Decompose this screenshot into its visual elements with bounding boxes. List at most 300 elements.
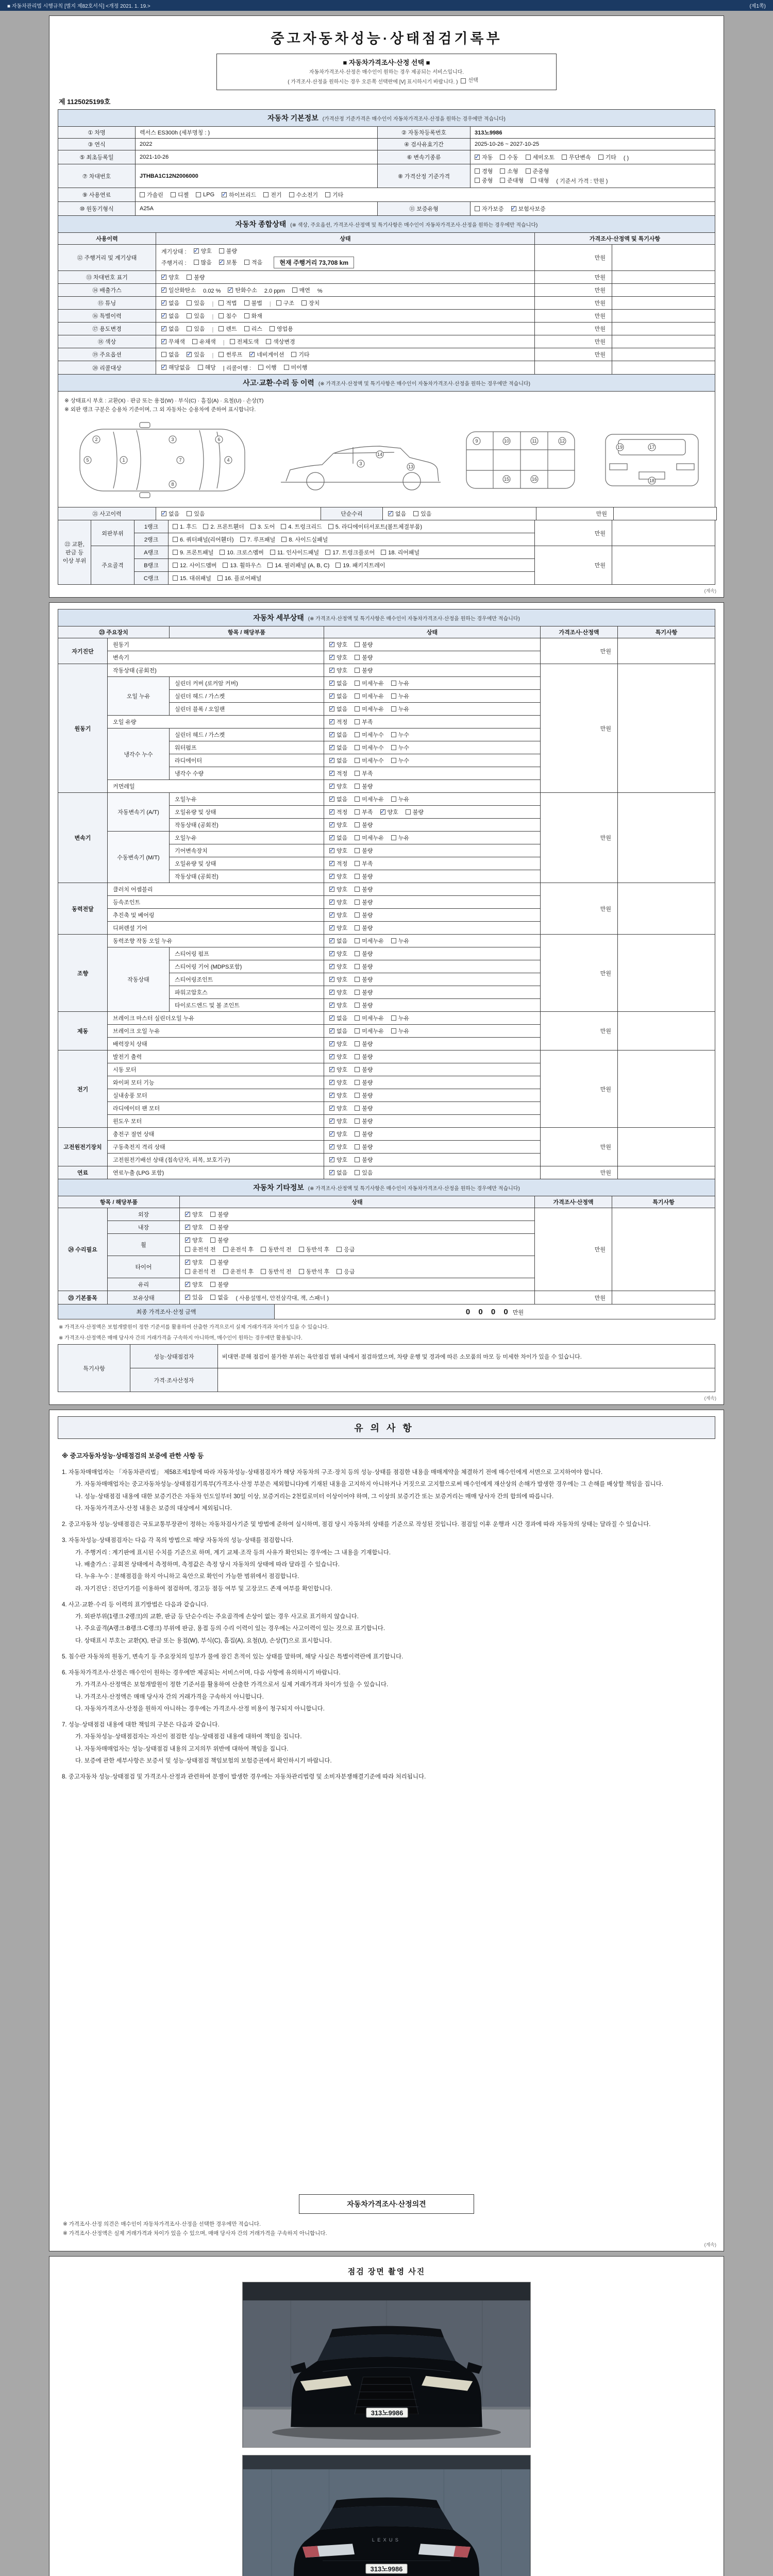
checkbox-세미오토[interactable]: [526, 153, 555, 161]
checkbox-썬루프[interactable]: [219, 350, 242, 359]
checkbox-불량[interactable]: [355, 988, 373, 996]
checkbox-18. 리어패널[interactable]: [381, 548, 419, 556]
checkbox-양호[interactable]: [329, 666, 347, 674]
rank-label: 1랭크: [135, 520, 169, 533]
checkbox-mark: [391, 1015, 396, 1021]
checkbox-불량[interactable]: [355, 950, 373, 958]
checkbox-양호[interactable]: [329, 640, 347, 649]
checkbox-불량[interactable]: [355, 1156, 373, 1164]
checkbox-디젤[interactable]: [171, 191, 189, 199]
checkbox-양호[interactable]: [329, 962, 347, 971]
checkbox-장치[interactable]: [301, 299, 320, 307]
checkbox-리스[interactable]: [244, 325, 262, 333]
checkbox-미세누유[interactable]: [355, 834, 384, 842]
detail-row: [58, 1012, 715, 1025]
col-use-history: 사용이력: [58, 233, 156, 245]
checkbox-누수[interactable]: [391, 756, 409, 765]
checkbox-양호[interactable]: [329, 1078, 347, 1087]
state-cell: [324, 947, 541, 960]
checkbox-양호[interactable]: [161, 273, 179, 281]
checkbox-불량[interactable]: [355, 1065, 373, 1074]
inspection-photo-front: [242, 2282, 531, 2448]
checkbox-없음[interactable]: [329, 834, 347, 842]
checkbox-label: 18. 리어패널: [388, 550, 420, 556]
checkbox-무단변속[interactable]: [562, 153, 591, 161]
checkbox-양호[interactable]: [329, 846, 347, 855]
checkbox-수동[interactable]: [500, 153, 518, 161]
checkbox-label: 불량: [362, 822, 373, 828]
checkbox-적정[interactable]: [329, 808, 347, 816]
checkbox-mark: [329, 732, 334, 737]
checkbox-양호[interactable]: [194, 247, 212, 255]
checkbox-label: 없음: [169, 313, 180, 319]
special-note-cell: [614, 507, 717, 520]
detail-row: [58, 1050, 715, 1063]
checkbox-불량[interactable]: [355, 666, 373, 674]
checkbox-양호[interactable]: [185, 1258, 203, 1266]
checkbox-불량[interactable]: [187, 273, 205, 281]
state-cell: [324, 767, 541, 780]
checkbox-미이행[interactable]: [284, 363, 308, 371]
checkbox-4. 트렁크리드[interactable]: [281, 522, 322, 531]
checkbox-부족[interactable]: [355, 859, 373, 868]
diagram-number-text: 18: [649, 478, 655, 483]
checkbox-7. 루프패널[interactable]: [240, 535, 276, 544]
checkbox-불량[interactable]: [210, 1258, 228, 1266]
checkbox-불량[interactable]: [355, 1143, 373, 1151]
checkbox-경형[interactable]: [475, 167, 493, 175]
state-text: |: [269, 301, 271, 307]
checkbox-label: 14. 필러패널 (A, B, C): [275, 563, 330, 569]
checkbox-없음[interactable]: [329, 795, 347, 803]
checkbox-불량[interactable]: [355, 962, 373, 971]
diagram-part-numbers: [84, 436, 656, 488]
checkbox-누유[interactable]: [391, 834, 409, 842]
checkbox-양호[interactable]: [185, 1236, 203, 1244]
checkbox-준대형[interactable]: [500, 176, 524, 184]
checkbox-불량[interactable]: [219, 247, 237, 255]
checkbox-mark: [355, 925, 360, 930]
checkbox-유채색[interactable]: [192, 337, 216, 346]
checkbox-없음[interactable]: [388, 510, 406, 518]
checkbox-없음[interactable]: [161, 325, 179, 333]
checkbox-불량[interactable]: [355, 821, 373, 829]
state-text: %: [317, 288, 323, 294]
checkbox-운전석 전[interactable]: [185, 1245, 216, 1253]
checkbox-적정[interactable]: [329, 859, 347, 868]
checkbox-mark: [270, 550, 275, 555]
checkbox-자동[interactable]: [475, 153, 493, 161]
checkbox-미세누유[interactable]: [355, 1014, 384, 1022]
checkbox-label: 없음: [337, 1170, 348, 1176]
checkbox-많음[interactable]: [194, 258, 212, 266]
overall-title: 자동차 종합상태: [235, 220, 287, 228]
checkbox-화재[interactable]: [244, 312, 262, 320]
checkbox-mark: [219, 313, 224, 318]
checkbox-영업용[interactable]: [270, 325, 293, 333]
checkbox-부족[interactable]: [355, 769, 373, 777]
checkbox-양호[interactable]: [329, 1091, 347, 1099]
use-history-label: ⑮ 튜닝: [58, 297, 156, 310]
state-cell: [324, 780, 541, 793]
checkbox-양호[interactable]: [329, 975, 347, 984]
checkbox-없음[interactable]: [161, 350, 179, 359]
checkbox-미세누수[interactable]: [355, 756, 384, 765]
basic-info-note: (가격산정 기준가격은 매수인이 자동차가격조사·산정을 원하는 경우에만 적습니다): [322, 116, 506, 122]
checkbox-11. 인사이드패널[interactable]: [270, 548, 319, 556]
checkbox-mark: [325, 192, 330, 197]
checkbox-구조[interactable]: [276, 299, 294, 307]
checkbox-양호[interactable]: [329, 782, 347, 790]
checkbox-양호[interactable]: [329, 821, 347, 829]
checkbox-없음[interactable]: [329, 679, 347, 687]
special-note-cell: [612, 520, 715, 546]
checkbox-운전석 전[interactable]: [185, 1267, 216, 1276]
checkbox-양호[interactable]: [329, 1040, 347, 1048]
state-cell: [156, 297, 535, 310]
state-line: [329, 846, 535, 855]
checkbox-16. 플로어패널[interactable]: [217, 574, 261, 582]
checkbox-불법[interactable]: [244, 299, 262, 307]
checkbox-가솔린[interactable]: [140, 191, 163, 199]
checkbox-양호[interactable]: [380, 808, 398, 816]
checkbox-5. 라디에이터서포트(볼트체결부품)[interactable]: [328, 522, 422, 531]
checkbox-미세누유[interactable]: [355, 692, 384, 700]
checkbox-양호[interactable]: [329, 911, 347, 919]
checkbox-label: 응급: [344, 1247, 355, 1253]
checkbox-양호[interactable]: [329, 1143, 347, 1151]
checkbox-label: 누유: [398, 938, 410, 944]
checkbox-불량[interactable]: [355, 1104, 373, 1112]
checkbox-17. 트렁크플로어[interactable]: [325, 548, 375, 556]
checkbox-양호[interactable]: [329, 872, 347, 880]
checkbox-label: 양호: [337, 848, 348, 854]
checkbox-mark: [329, 900, 334, 905]
state-text: ( ): [623, 155, 629, 161]
checkbox-양호[interactable]: [329, 988, 347, 996]
checkbox-양호[interactable]: [185, 1223, 203, 1231]
checkbox-mark: [337, 1247, 342, 1252]
checkbox-불량[interactable]: [355, 846, 373, 855]
checkbox-미세누유[interactable]: [355, 795, 384, 803]
checkbox-적음[interactable]: [244, 258, 262, 266]
checkbox-10. 크로스멤버[interactable]: [220, 548, 263, 556]
detail-row: [58, 935, 715, 947]
checkbox-없음[interactable]: [161, 510, 179, 518]
col-state: 상태: [180, 1196, 535, 1208]
checkbox-불량[interactable]: [355, 1053, 373, 1061]
sheet-photos: [49, 2256, 724, 2576]
checkbox-수소전기[interactable]: [289, 191, 318, 199]
checkbox-누유[interactable]: [391, 705, 409, 713]
checkbox-응급[interactable]: [337, 1245, 355, 1253]
checkbox-12. 사이드멤버[interactable]: [173, 561, 216, 569]
checkbox-적정[interactable]: [329, 718, 347, 726]
state-cell: [324, 664, 541, 677]
rear-photo-graphic: [243, 2455, 530, 2576]
checkbox-불량[interactable]: [355, 975, 373, 984]
checkbox-네비게이션[interactable]: [249, 350, 284, 359]
checkbox-불량[interactable]: [355, 1091, 373, 1099]
checkbox-전체도색[interactable]: [230, 337, 259, 346]
checkbox-mark: [185, 1247, 190, 1252]
checkbox-누유[interactable]: [391, 1027, 409, 1035]
checkbox-응급[interactable]: [337, 1267, 355, 1276]
checkbox-동반석 후[interactable]: [299, 1245, 330, 1253]
device-sub-label: 수동변속기 (M/T): [108, 832, 170, 883]
checkbox-mark: [475, 168, 480, 174]
checkbox-없음[interactable]: [329, 756, 347, 765]
checkbox-양호[interactable]: [185, 1280, 203, 1289]
checkbox-해당없음[interactable]: [161, 363, 191, 371]
checkbox-label: 탄화수소: [235, 287, 257, 294]
checkbox-6. 쿼터패널(리어휀더)[interactable]: [173, 535, 234, 544]
continue-note: (계속): [704, 2242, 716, 2247]
checkbox-없음[interactable]: [161, 299, 179, 307]
checkbox-운전석 후[interactable]: [223, 1245, 254, 1253]
checkbox-매연[interactable]: [292, 286, 310, 294]
checkbox-mark: [391, 758, 396, 763]
checkbox-8. 사이드실패널[interactable]: [281, 535, 328, 544]
checkbox-동반석 전[interactable]: [261, 1267, 292, 1276]
checkbox-양호[interactable]: [329, 1117, 347, 1125]
checkbox-없음[interactable]: [329, 1168, 347, 1177]
col-price-note: 가격조사·산정액 및 특기사항: [534, 233, 715, 245]
checkbox-누유[interactable]: [391, 679, 409, 687]
checkbox-불량[interactable]: [355, 1130, 373, 1138]
checkbox-양호[interactable]: [329, 950, 347, 958]
checkbox-label: 불량: [217, 1212, 229, 1218]
state-cell: [324, 1128, 541, 1141]
checkbox-미세누유[interactable]: [355, 1027, 384, 1035]
checkbox-대형[interactable]: [531, 176, 549, 184]
checkbox-없음[interactable]: [329, 937, 347, 945]
checkbox-없음[interactable]: [329, 1014, 347, 1022]
checkbox-부족[interactable]: [355, 718, 373, 726]
checkbox-3. 도어[interactable]: [250, 522, 275, 531]
checkbox-있음[interactable]: [187, 350, 205, 359]
basic-row-5: [58, 188, 715, 202]
checkbox-없음[interactable]: [329, 731, 347, 739]
misc-group-label: ㉕ 기본품목: [58, 1291, 108, 1304]
inspection-value: 2025-10-26 ~ 2027-10-25: [470, 139, 715, 150]
checkbox-mark: [161, 313, 166, 318]
checkbox-label: 없음: [337, 681, 348, 687]
checkbox-없음[interactable]: [329, 1027, 347, 1035]
special-note-cell: [618, 1050, 715, 1128]
checkbox-운전석 후[interactable]: [223, 1267, 254, 1276]
checkbox-mark: [526, 155, 531, 160]
checkbox-14. 필러패널 (A, B, C)[interactable]: [267, 561, 329, 569]
checkbox-있음[interactable]: [355, 1168, 373, 1177]
checkbox-불량[interactable]: [355, 911, 373, 919]
checkbox-누수[interactable]: [391, 743, 409, 752]
checkbox-mark: [562, 155, 567, 160]
checkbox-mark: [258, 365, 263, 370]
checkbox-양호[interactable]: [185, 1210, 203, 1218]
checkbox-부족[interactable]: [355, 808, 373, 816]
checkbox-양호[interactable]: [329, 898, 347, 906]
checkbox-2. 프론트휀더[interactable]: [203, 522, 244, 531]
checkbox-mark: [329, 758, 334, 763]
checkbox-렌트[interactable]: [219, 325, 237, 333]
checkbox-해당[interactable]: [198, 363, 216, 371]
checkbox-불량[interactable]: [355, 872, 373, 880]
checkbox-양호[interactable]: [329, 1156, 347, 1164]
checkbox-기타[interactable]: [291, 350, 309, 359]
checkbox-mark: [355, 951, 360, 956]
special-note-cell: [618, 935, 715, 1012]
checkbox-불량[interactable]: [210, 1280, 228, 1289]
checkbox-적정[interactable]: [329, 769, 347, 777]
checkbox-label: 준중형: [532, 168, 549, 175]
checkbox-15. 대쉬패널[interactable]: [173, 574, 211, 582]
checkbox-준중형[interactable]: [526, 167, 549, 175]
checkbox-19. 패키지트레이[interactable]: [335, 561, 385, 569]
checkbox-9. 프론트패널[interactable]: [173, 548, 213, 556]
checkbox-label: 양호: [337, 668, 348, 674]
checkbox-불량[interactable]: [210, 1223, 228, 1231]
checkbox-있음[interactable]: [187, 299, 205, 307]
checkbox-mark: [391, 1028, 396, 1033]
checkbox-하이브리드[interactable]: [222, 191, 256, 199]
checkbox-보통[interactable]: [219, 258, 237, 266]
checkbox-label: 하이브리드: [229, 192, 257, 198]
checkbox-미세누유[interactable]: [355, 937, 384, 945]
checkbox-불량[interactable]: [355, 782, 373, 790]
price-cell: 만원: [534, 297, 612, 310]
checkbox-1. 후드[interactable]: [173, 522, 197, 531]
checkbox-전기[interactable]: [263, 191, 281, 199]
checkbox-없음[interactable]: [210, 1293, 228, 1301]
checkbox-불량[interactable]: [355, 885, 373, 893]
checkbox-불량[interactable]: [210, 1210, 228, 1218]
checkbox-불량[interactable]: [355, 898, 373, 906]
checkbox-불량[interactable]: [355, 1040, 373, 1048]
checkbox-누유[interactable]: [391, 937, 409, 945]
checkbox-불량[interactable]: [406, 808, 424, 816]
diagram-number-text: 13: [408, 464, 414, 469]
checkbox-label: 불량: [362, 784, 373, 790]
part-label: 기어변속장치: [170, 844, 324, 857]
checkbox-있음[interactable]: [187, 325, 205, 333]
state-line: [475, 167, 711, 175]
checkbox-있음[interactable]: [187, 312, 205, 320]
checkbox-mark: [355, 1144, 360, 1149]
checkbox-선택[interactable]: [461, 77, 478, 85]
checkbox-누유[interactable]: [391, 795, 409, 803]
checkbox-불량[interactable]: [210, 1236, 228, 1244]
checkbox-미세누유[interactable]: [355, 679, 384, 687]
checkbox-불량[interactable]: [355, 1001, 373, 1009]
checkbox-불량[interactable]: [355, 640, 373, 649]
price-cell: 만원: [534, 245, 612, 271]
checkbox-없음[interactable]: [329, 692, 347, 700]
checkbox-미세누수[interactable]: [355, 731, 384, 739]
checkbox-mark: [185, 1238, 190, 1243]
checkbox-mark: [337, 1269, 342, 1274]
checkbox-없음[interactable]: [329, 705, 347, 713]
checkbox-label: 없음: [337, 706, 348, 713]
state-line: [329, 950, 535, 958]
sheet-main: [49, 15, 724, 598]
checkbox-침수[interactable]: [219, 312, 237, 320]
accident-history-row: [58, 507, 717, 520]
checkbox-미세누수[interactable]: [355, 743, 384, 752]
checkbox-label: 동반석 전: [268, 1269, 292, 1275]
checkbox-양호[interactable]: [329, 1104, 347, 1112]
checkbox-label: 불법: [251, 300, 262, 307]
checkbox-이행[interactable]: [258, 363, 276, 371]
checkbox-일산화탄소[interactable]: [161, 286, 196, 294]
checkbox-양호[interactable]: [329, 885, 347, 893]
checkbox-기타[interactable]: [325, 191, 343, 199]
checkbox-동반석 전[interactable]: [261, 1245, 292, 1253]
state-line: [329, 975, 535, 984]
checkbox-양호[interactable]: [329, 1065, 347, 1074]
transmission-checks: [470, 150, 715, 164]
checkbox-label: 10. 크로스멤버: [227, 550, 264, 556]
checkbox-양호[interactable]: [329, 1053, 347, 1061]
checkbox-있음[interactable]: [413, 510, 431, 518]
checkbox-양호[interactable]: [329, 924, 347, 932]
checkbox-없음[interactable]: [161, 312, 179, 320]
checkbox-불량[interactable]: [355, 653, 373, 662]
checkbox-있음[interactable]: [187, 510, 205, 518]
state-text: 주행거리 :: [161, 260, 187, 266]
checkbox-mark: [355, 706, 360, 711]
checkbox-mark: [391, 732, 396, 737]
checkbox-mark: [187, 511, 192, 516]
checkbox-양호[interactable]: [329, 653, 347, 662]
checkbox-미세누유[interactable]: [355, 705, 384, 713]
checkbox-mark: [329, 964, 334, 969]
checkbox-LPG[interactable]: [196, 192, 214, 198]
checkbox-없음[interactable]: [329, 743, 347, 752]
state-line: [140, 191, 711, 199]
checkbox-소형[interactable]: [500, 167, 518, 175]
checkbox-보험사보증[interactable]: [511, 205, 546, 213]
checkbox-동반석 후[interactable]: [299, 1267, 330, 1276]
checkbox-누유[interactable]: [391, 692, 409, 700]
checkbox-label: 중형: [482, 178, 493, 184]
checkbox-색상변경[interactable]: [266, 337, 295, 346]
checkbox-불량[interactable]: [355, 1117, 373, 1125]
checkbox-불량[interactable]: [355, 924, 373, 932]
item-label: 외장: [108, 1208, 180, 1221]
state-cell: [324, 870, 541, 883]
checkbox-양호[interactable]: [329, 1130, 347, 1138]
checkbox-mark: [244, 300, 249, 306]
checkbox-13. 휠하우스[interactable]: [223, 561, 261, 569]
checkbox-불량[interactable]: [355, 1078, 373, 1087]
checkbox-적법[interactable]: [219, 299, 237, 307]
checkbox-label: 일산화탄소: [169, 287, 196, 294]
checkbox-label: 불량: [412, 809, 424, 816]
checkbox-누수[interactable]: [391, 731, 409, 739]
overall-row: [58, 271, 715, 284]
checkbox-중형[interactable]: [475, 176, 493, 184]
checkbox-기타[interactable]: [598, 153, 616, 161]
checkbox-label: 양호: [337, 1003, 348, 1009]
basic-info-title: 자동차 기본정보: [267, 114, 318, 122]
checkbox-자가보증[interactable]: [475, 205, 504, 213]
checkbox-있음[interactable]: [185, 1293, 203, 1301]
checkbox-무채색[interactable]: [161, 337, 185, 346]
checkbox-누유[interactable]: [391, 1014, 409, 1022]
checkbox-양호[interactable]: [329, 1001, 347, 1009]
checkbox-탄화수소[interactable]: [228, 286, 257, 294]
